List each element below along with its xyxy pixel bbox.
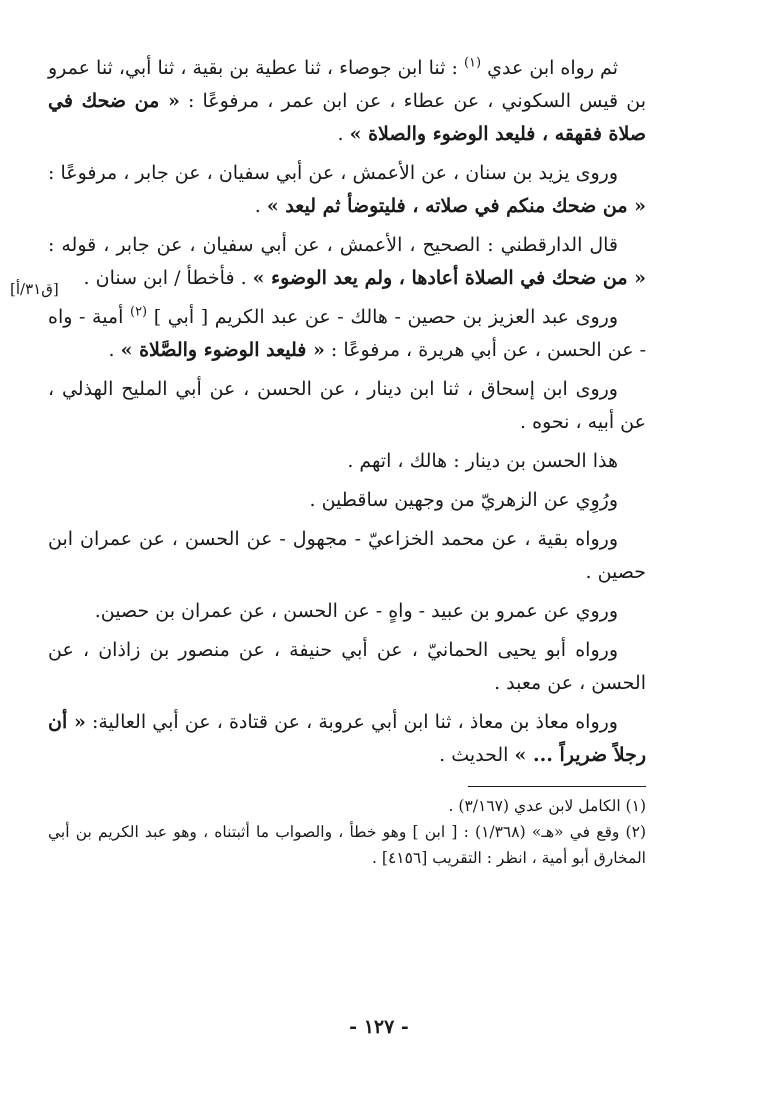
paragraph bbox=[48, 634, 646, 700]
text-run: : ثنا ابن جوصاء ، ثنا عطية بن بقية ، ثنا أبي، ثنا عمرو بن قيس السكوني ، عن عطاء ، عن ابن عمر ، مرفوعًا : bbox=[48, 57, 646, 112]
paragraph bbox=[48, 595, 646, 628]
footnote-2: (٢) وقع في «هـ» (١/٣٦٨) : [ ابن ] وهو خطأ ، والصواب ما أثبتناه ، وهو عبد الكريم بن أبي المخارق أبو أمية ، انظر : التقريب [٤١٥٦] . bbox=[48, 823, 646, 867]
text-run: أمية - واه - عن الحسن ، عن أبي هريرة ، مرفوعًا : bbox=[48, 306, 646, 361]
text-run: ورواه معاذ بن معاذ ، ثنا ابن أبي عروبة ، عن قتادة ، عن أبي العالية: bbox=[85, 711, 618, 733]
page-number: - ١٢٧ - bbox=[349, 1016, 409, 1038]
paragraph bbox=[48, 229, 646, 295]
text-run: وروى يزيد بن سنان ، عن الأعمش ، عن أبي سفيان ، عن جابر ، مرفوعًا : bbox=[48, 162, 618, 184]
footnote-separator bbox=[468, 786, 646, 787]
hadith-quote: « من ضحك في صلاة فقهقه ، فليعد الوضوء والصلاة » bbox=[48, 90, 646, 145]
hadith-quote: « أن رجلاً ضريراً ... » bbox=[48, 711, 646, 766]
text-run: وروى عبد العزيز بن حصين - هالك - عن عبد الكريم [ أبي ] bbox=[147, 306, 618, 328]
footnotes bbox=[48, 793, 646, 871]
paragraph bbox=[48, 301, 646, 367]
text-run: . bbox=[254, 195, 267, 217]
text-run: وروى ابن إسحاق ، ثنا ابن دينار ، عن الحسن ، عن أبي المليح الهذلي ، عن أبيه ، نحوه . bbox=[48, 378, 646, 433]
footnote-ref: (٢) bbox=[129, 304, 148, 320]
manuscript-folio-note: [ق٣١/أ] bbox=[10, 280, 59, 298]
text-run: ورواه بقية ، عن محمد الخزاعيّ - مجهول - عن الحسن ، عن عمران ابن حصين . bbox=[48, 528, 646, 583]
footnote-ref: (١) bbox=[463, 55, 482, 71]
paragraph bbox=[48, 523, 646, 589]
text-run: ثم رواه ابن عدي bbox=[481, 57, 618, 79]
hadith-quote: « فليعد الوضوء والصَّلاة » bbox=[120, 339, 325, 361]
text-run: وروي عن عمرو بن عبيد - واهٍ - عن الحسن ، عن عمران بن حصين. bbox=[94, 600, 618, 622]
text-run: هذا الحسن بن دينار : هالك ، اتهم . bbox=[347, 450, 618, 472]
paragraph bbox=[48, 373, 646, 439]
text-run: ورُوِي عن الزهريّ من وجهين ساقطين . bbox=[309, 489, 618, 511]
page bbox=[0, 52, 758, 871]
text-run: قال الدارقطني : الصحيح ، الأعمش ، عن أبي سفيان ، عن جابر ، قوله : bbox=[48, 234, 618, 256]
text-run: . bbox=[337, 123, 350, 145]
paragraph bbox=[48, 484, 646, 517]
paragraph bbox=[48, 52, 646, 151]
hadith-quote: « من ضحك في الصلاة أعادها ، ولم يعد الوضوء » bbox=[252, 267, 646, 289]
paragraph bbox=[48, 157, 646, 223]
text-run: . bbox=[108, 339, 121, 361]
hadith-quote: « من ضحك منكم في صلاته ، فليتوضأ ثم ليعد » bbox=[266, 195, 646, 217]
text-run: ورواه أبو يحيى الحمانيّ ، عن أبي حنيفة ، عن منصور بن زاذان ، عن الحسن ، عن معبد . bbox=[48, 639, 646, 694]
text-run: الحديث . bbox=[439, 744, 515, 766]
footnote-1: (١) الكامل لابن عدي (٣/١٦٧) . bbox=[448, 797, 646, 815]
text-run: . فأخطأ / ابن سنان . bbox=[83, 267, 253, 289]
main-text bbox=[48, 52, 646, 772]
paragraph bbox=[48, 445, 646, 478]
paragraph bbox=[48, 706, 646, 772]
